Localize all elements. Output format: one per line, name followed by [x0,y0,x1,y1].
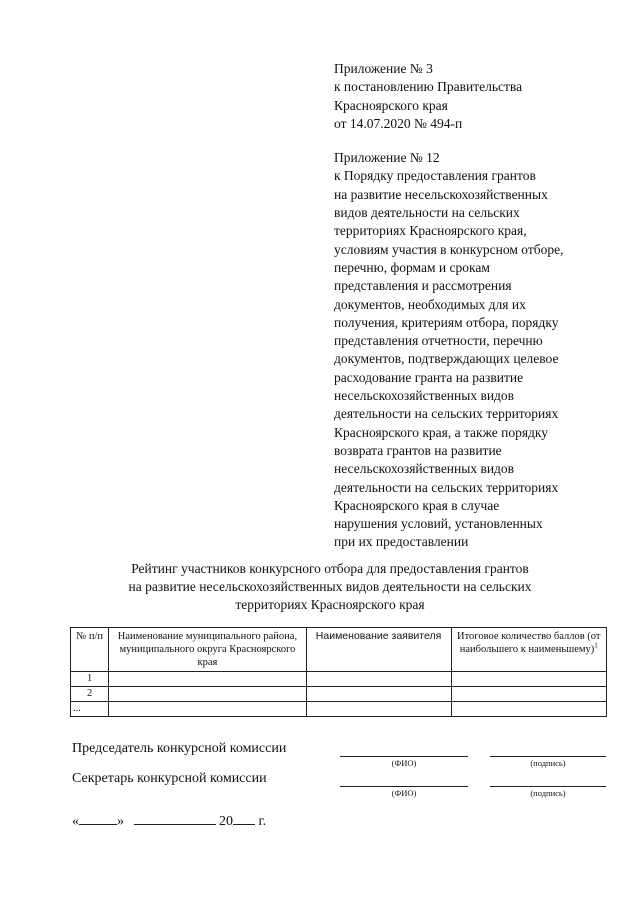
cell-num: 1 [71,672,109,687]
secretary-label: Секретарь конкурсной комиссии [72,771,267,786]
appendix12-line: Приложение № 12 [334,150,440,166]
secretary-signature-caption: (подпись) [530,788,566,798]
appendix12-line: расходование гранта на развитие [334,369,524,385]
date-close-quote: » [117,814,124,829]
appendix12-line: к Порядку предоставления грантов [334,168,536,184]
appendix12-line: Красноярского края, а также порядку [334,424,549,440]
date-line [72,812,266,830]
header-score [451,628,607,672]
appendix12-line: видов деятельности на сельских [334,205,520,221]
appendix12-line: на развитие несельскохозяйственных [334,186,548,202]
appendix12-line: документов, необходимых для их [334,296,526,312]
appendix12-line: несельскохозяйственных видов [334,388,515,404]
rating-table [70,627,607,717]
appendix12-line: представления отчетности, перечню [334,333,543,349]
header-applicant: Наименование заявителя [306,628,451,672]
appendix3-line: к постановлению Правительства [334,79,523,95]
chairman-fio-caption: (ФИО) [391,758,417,768]
day-blank [79,812,117,825]
appendix12-line: деятельности на сельских территориях [334,406,559,422]
header-score-text: Итоговое количество баллов (от наибольшего к наименьшему) [457,631,601,655]
cell-score [451,672,607,687]
header-num: № п/п [71,628,109,672]
chairman-fio-line [340,756,468,757]
appendix12-line: Красноярского края в случае [334,497,500,513]
appendix12-line: при их предоставлении [334,534,469,550]
month-blank [134,812,216,825]
cell-municipality [109,687,306,702]
appendix12-line: нарушения условий, установленных [334,516,543,532]
date-open-quote: « [72,814,79,829]
year-blank [233,812,255,825]
appendix3-line: Приложение № 3 [334,61,433,76]
table-row [71,687,607,702]
title-line: Рейтинг участников конкурсного отбора для предоставления грантов [131,561,529,576]
secretary-fio-caption: (ФИО) [391,788,417,798]
footnote-marker: 1 [594,641,598,650]
appendix12-line: возврата грантов на развитие [334,442,502,458]
chairman-signature-caption: (подпись) [530,758,566,768]
appendix12-line: деятельности на сельских территориях [334,479,559,495]
appendix3-line: Красноярского края [334,97,448,113]
document-title [60,560,600,614]
cell-num: 2 [71,687,109,702]
appendix12-line: территориях Красноярского края, [334,223,527,239]
cell-applicant [306,687,451,702]
year-suffix: г. [258,814,267,829]
title-line: на развитие несельскохозяйственных видов деятельности на сельских [128,579,532,594]
cell-num: ... [71,702,109,717]
header-municipality: Наименование муниципального района, муниципального округа Красноярского края [109,628,306,672]
appendix-header [334,60,624,552]
chairman-label: Председатель конкурсной комиссии [72,741,287,756]
cell-score [451,702,607,717]
appendix12-line: представления и рассмотрения [334,278,512,294]
secretary-fio-line [340,786,468,787]
appendix12-line: перечню, формам и срокам [334,259,490,275]
appendix12-line: документов, подтверждающих целевое [334,351,559,367]
cell-municipality [109,702,306,717]
cell-score [451,687,607,702]
secretary-signature-line [490,786,606,787]
cell-applicant [306,672,451,687]
cell-municipality [109,672,306,687]
table-row [71,672,607,687]
appendix3-line: от 14.07.2020 № 494-п [334,115,463,131]
appendix12-line: несельскохозяйственных видов [334,461,515,477]
cell-applicant [306,702,451,717]
year-prefix: 20 [219,814,233,829]
chairman-signature-line [490,756,606,757]
appendix12-line: условиям участия в конкурсном отборе, [334,241,564,257]
title-line: территориях Красноярского края [235,597,425,612]
appendix12-line: получения, критериям отбора, порядку [334,314,559,330]
table-header-row [71,628,607,672]
table-row [71,702,607,717]
